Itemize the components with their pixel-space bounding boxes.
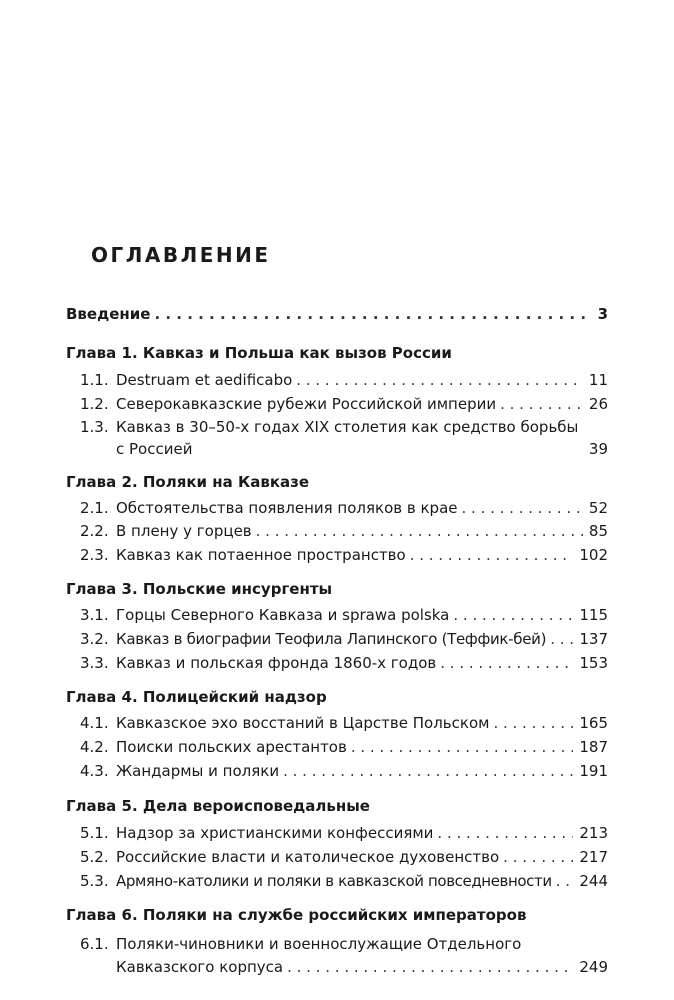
toc-section-label: Горцы Северного Кавказа и sprawa polska [116, 606, 450, 624]
leader-dots [256, 520, 583, 542]
toc-section-label: Кавказ и польская фронда 1860-х годов [116, 654, 437, 672]
toc-entry-intro[interactable] [66, 303, 608, 325]
toc-section-page: 165 [579, 714, 608, 732]
leader-dots [493, 712, 573, 734]
toc-chapter-label: Глава 5. Дела вероисповедальные [66, 797, 370, 815]
toc-section-entry[interactable] [80, 712, 608, 734]
toc-section-entry[interactable] [80, 822, 608, 844]
toc-section-label-continued: Кавказского корпуса [116, 958, 284, 976]
toc-chapter-heading[interactable] [66, 471, 608, 493]
toc-section-label: Армяно-католики и поляки в кавказской повседневности [116, 872, 552, 890]
toc-section-entry[interactable] [80, 652, 608, 674]
leader-dots [287, 956, 573, 978]
toc-section-entry-continuation[interactable] [116, 438, 608, 460]
toc-entry-label: Введение [66, 305, 151, 323]
toc-section-page: 11 [588, 371, 608, 389]
toc-section-label: Кавказ в 30–50-х годах XIX столетия как средство борьбы [116, 418, 579, 436]
toc-section-number: 5.1. [80, 824, 109, 842]
leader-dots [351, 736, 574, 758]
toc-section-page: 244 [579, 872, 608, 890]
toc-section-number: 5.2. [80, 848, 109, 866]
toc-section-entry[interactable] [80, 544, 608, 566]
toc-section-label: Российские власти и католическое духовенство [116, 848, 500, 866]
toc-section-label: Destruam et aedificabo [116, 371, 293, 389]
toc-section-number: 4.2. [80, 738, 109, 756]
toc-section-number: 3.3. [80, 654, 109, 672]
leader-dots [500, 393, 583, 415]
toc-chapter-heading[interactable] [66, 578, 608, 600]
toc-chapter-label: Глава 3. Польские инсургенты [66, 580, 333, 598]
leader-dots [283, 760, 573, 782]
leader-dots [550, 628, 573, 650]
toc-section-page: 213 [579, 824, 608, 842]
toc-section-number: 1.1. [80, 371, 109, 389]
toc-section-page: 153 [579, 654, 608, 672]
toc-section-number: 1.2. [80, 395, 109, 413]
toc-section-label: Северокавказские рубежи Российской империи [116, 395, 497, 413]
toc-entry-page: 3 [597, 305, 608, 323]
toc-section-label: Кавказское эхо восстаний в Царстве Польском [116, 714, 490, 732]
toc-section-label: Поляки-чиновники и военнослужащие Отдельного [116, 935, 522, 953]
toc-chapter-heading[interactable] [66, 342, 608, 364]
toc-section-label: Кавказ как потаенное пространство [116, 546, 406, 564]
toc-section-label: В плену у горцев [116, 522, 252, 540]
leader-dots [453, 604, 573, 626]
toc-section-label: Кавказ в биографии Теофила Лапинского (Теффик-бей) [116, 630, 547, 648]
toc-section-page: 191 [579, 762, 608, 780]
toc-chapter-label: Глава 4. Полицейский надзор [66, 688, 327, 706]
leader-dots [437, 822, 573, 844]
toc-section-page: 39 [588, 440, 608, 458]
toc-section-page: 102 [579, 546, 608, 564]
toc-section-label: Обстоятельства появления поляков в крае [116, 499, 458, 517]
leader-dots [296, 369, 583, 391]
toc-chapter-label: Глава 1. Кавказ и Польша как вызов России [66, 344, 452, 362]
toc-section-page: 85 [588, 522, 608, 540]
leader-dots [503, 846, 573, 868]
toc-section-entry[interactable] [80, 604, 608, 626]
toc-section-page: 26 [588, 395, 608, 413]
toc-section-entry[interactable] [80, 870, 608, 892]
toc-section-page: 115 [579, 606, 608, 624]
toc-section-label-continued: с Россией [116, 440, 193, 458]
toc-section-number: 1.3. [80, 418, 109, 436]
toc-section-page: 217 [579, 848, 608, 866]
toc-chapter-label: Глава 2. Поляки на Кавказе [66, 473, 310, 491]
toc-section-number: 2.2. [80, 522, 109, 540]
leader-dots [556, 870, 574, 892]
toc-section-number: 4.1. [80, 714, 109, 732]
toc-section-number: 5.3. [80, 872, 109, 890]
toc-section-entry[interactable] [80, 846, 608, 868]
toc-section-number: 2.1. [80, 499, 109, 517]
toc-section-entry[interactable] [80, 760, 608, 782]
toc-section-page: 249 [579, 958, 608, 976]
toc-section-number: 3.2. [80, 630, 109, 648]
leader-dots [154, 303, 591, 325]
toc-section-label: Надзор за христианскими конфессиями [116, 824, 434, 842]
leader-dots [461, 497, 582, 519]
toc-section-number: 6.1. [80, 935, 109, 953]
toc-section-page: 187 [579, 738, 608, 756]
toc-chapter-heading[interactable] [66, 904, 608, 926]
toc-section-label: Поиски польских арестантов [116, 738, 347, 756]
toc-section-entry[interactable] [80, 393, 608, 415]
toc-title: ОГЛАВЛЕНИЕ [91, 243, 271, 267]
toc-section-page: 137 [579, 630, 608, 648]
toc-chapter-heading[interactable] [66, 686, 608, 708]
toc-section-entry[interactable] [80, 497, 608, 519]
toc-section-label: Жандармы и поляки [116, 762, 280, 780]
toc-chapter-heading[interactable] [66, 795, 608, 817]
toc-chapter-label: Глава 6. Поляки на службе российских императоров [66, 906, 527, 924]
toc-section-entry-continuation[interactable] [116, 956, 608, 978]
toc-section-entry[interactable] [80, 736, 608, 758]
toc-section-number: 4.3. [80, 762, 109, 780]
toc-section-entry[interactable] [80, 520, 608, 542]
toc-section-entry[interactable] [80, 933, 608, 955]
toc-section-number: 2.3. [80, 546, 109, 564]
toc-section-entry[interactable] [80, 628, 608, 650]
toc-section-entry[interactable] [80, 369, 608, 391]
leader-dots [410, 544, 574, 566]
toc-section-page: 52 [588, 499, 608, 517]
leader-dots [440, 652, 573, 674]
toc-section-entry[interactable] [80, 416, 608, 438]
toc-section-number: 3.1. [80, 606, 109, 624]
